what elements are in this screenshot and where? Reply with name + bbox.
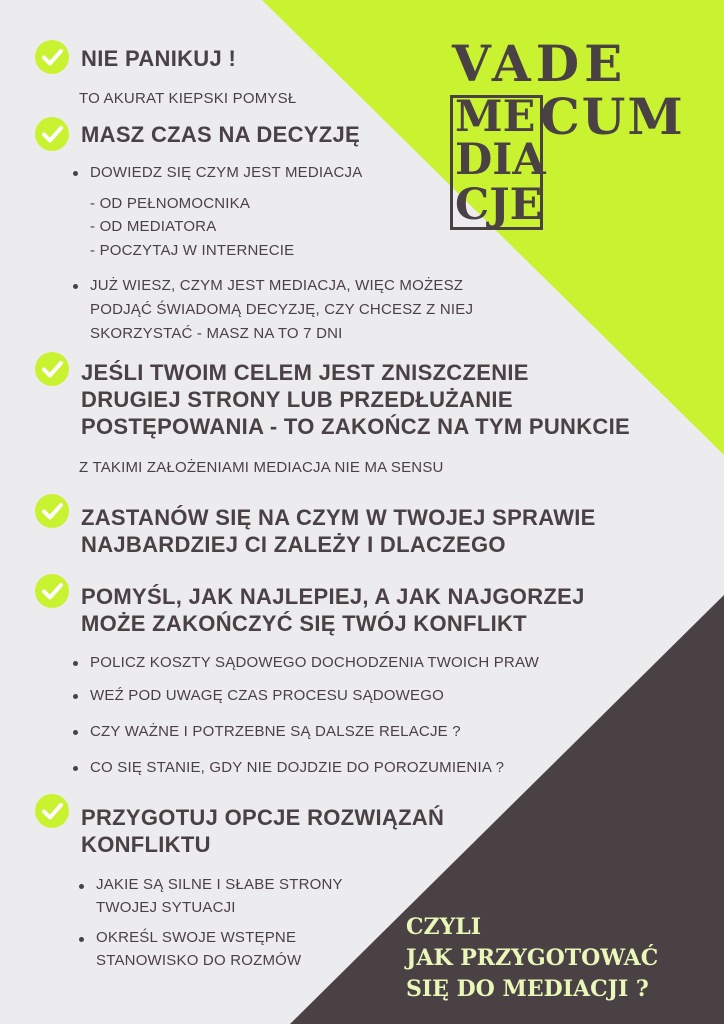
bullet-text: JUŻ WIESZ, CZYM JEST MEDIACJA, WIĘC MOŻESZ xyxy=(90,277,464,294)
bullet-dot xyxy=(73,766,78,771)
section-title: ZASTANÓW SIĘ NA CZYM W TWOJEJ SPRAWIE xyxy=(81,505,596,530)
section-title: MASZ CZAS NA DECYZJĘ xyxy=(81,122,360,147)
bullet-text: PODJĄĆ ŚWIADOMĄ DECYZJĘ, CZY CHCESZ Z NIEJ xyxy=(90,301,474,318)
bullet-dot xyxy=(73,730,78,735)
bullet-text: OKREŚL SWOJE WSTĘPNE xyxy=(96,929,297,946)
section-title: DRUGIEJ STRONY LUB PRZEDŁUŻANIE xyxy=(81,387,513,412)
slogan-line: CZYLI xyxy=(406,914,482,940)
dash-item: - OD PEŁNOMOCNIKA xyxy=(90,195,251,212)
section-title: MOŻE ZAKOŃCZYĆ SIĘ TWÓJ KONFLIKT xyxy=(81,611,527,636)
bullet-text: DOWIEDZ SIĘ CZYM JEST MEDIACJA xyxy=(90,164,363,181)
bullet-dot xyxy=(79,937,84,942)
section-title: NAJBARDZIEJ CI ZALEŻY I DLACZEGO xyxy=(81,532,506,557)
section-title: PRZYGOTUJ OPCJE ROZWIĄZAŃ xyxy=(81,805,445,830)
logo-dia: DIA xyxy=(455,135,546,185)
logo-vade: VADE xyxy=(452,34,628,93)
check-icon xyxy=(35,494,69,528)
check-icon xyxy=(35,574,69,608)
bullet-text: TWOJEJ SYTUACJI xyxy=(96,899,236,916)
logo-me: ME xyxy=(455,92,536,142)
bullet-dot xyxy=(73,661,78,666)
bullet-text: SKORZYSTAĆ - MASZ NA TO 7 DNI xyxy=(90,325,343,342)
bullet-text: CO SIĘ STANIE, GDY NIE DOJDZIE DO POROZUMIENIA ? xyxy=(90,759,505,776)
bullet-text: STANOWISKO DO ROZMÓW xyxy=(96,952,302,969)
logo-cje: CJE xyxy=(455,180,543,230)
section-title: POSTĘPOWANIA - TO ZAKOŃCZ NA TYM PUNKCIE xyxy=(81,414,630,439)
bullet-dot xyxy=(79,884,84,889)
check-icon xyxy=(35,352,69,386)
section-note: Z TAKIMI ZAŁOŻENIAMI MEDIACJA NIE MA SENSU xyxy=(79,459,444,476)
check-icon xyxy=(35,40,69,74)
bullet-dot xyxy=(73,284,78,289)
bullet-text: CZY WAŻNE I POTRZEBNE SĄ DALSZE RELACJE ? xyxy=(90,723,461,740)
section-title: NIE PANIKUJ ! xyxy=(81,46,237,71)
section-title: JEŚLI TWOIM CELEM JEST ZNISZCZENIE xyxy=(81,360,529,385)
logo-cum: CUM xyxy=(540,87,685,146)
slogan-line: JAK PRZYGOTOWAĆ xyxy=(406,945,659,971)
bullet-dot xyxy=(73,171,78,176)
bullet-dot xyxy=(73,694,78,699)
section-title: KONFLIKTU xyxy=(81,832,211,857)
check-icon xyxy=(35,117,69,151)
slogan-line: SIĘ DO MEDIACJI ? xyxy=(406,976,649,1002)
bullet-text: JAKIE SĄ SILNE I SŁABE STRONY xyxy=(96,876,343,893)
dash-item: - POCZYTAJ W INTERNECIE xyxy=(90,242,295,259)
section-note: TO AKURAT KIEPSKI POMYSŁ xyxy=(79,90,297,107)
bullet-text: WEŹ POD UWAGĘ CZAS PROCESU SĄDOWEGO xyxy=(90,687,444,704)
check-icon xyxy=(35,794,69,828)
bullet-text: POLICZ KOSZTY SĄDOWEGO DOCHODZENIA TWOICH PRAW xyxy=(90,654,539,671)
section-title: POMYŚL, JAK NAJLEPIEJ, A JAK NAJGORZEJ xyxy=(81,584,585,609)
dash-item: - OD MEDIATORA xyxy=(90,218,217,235)
